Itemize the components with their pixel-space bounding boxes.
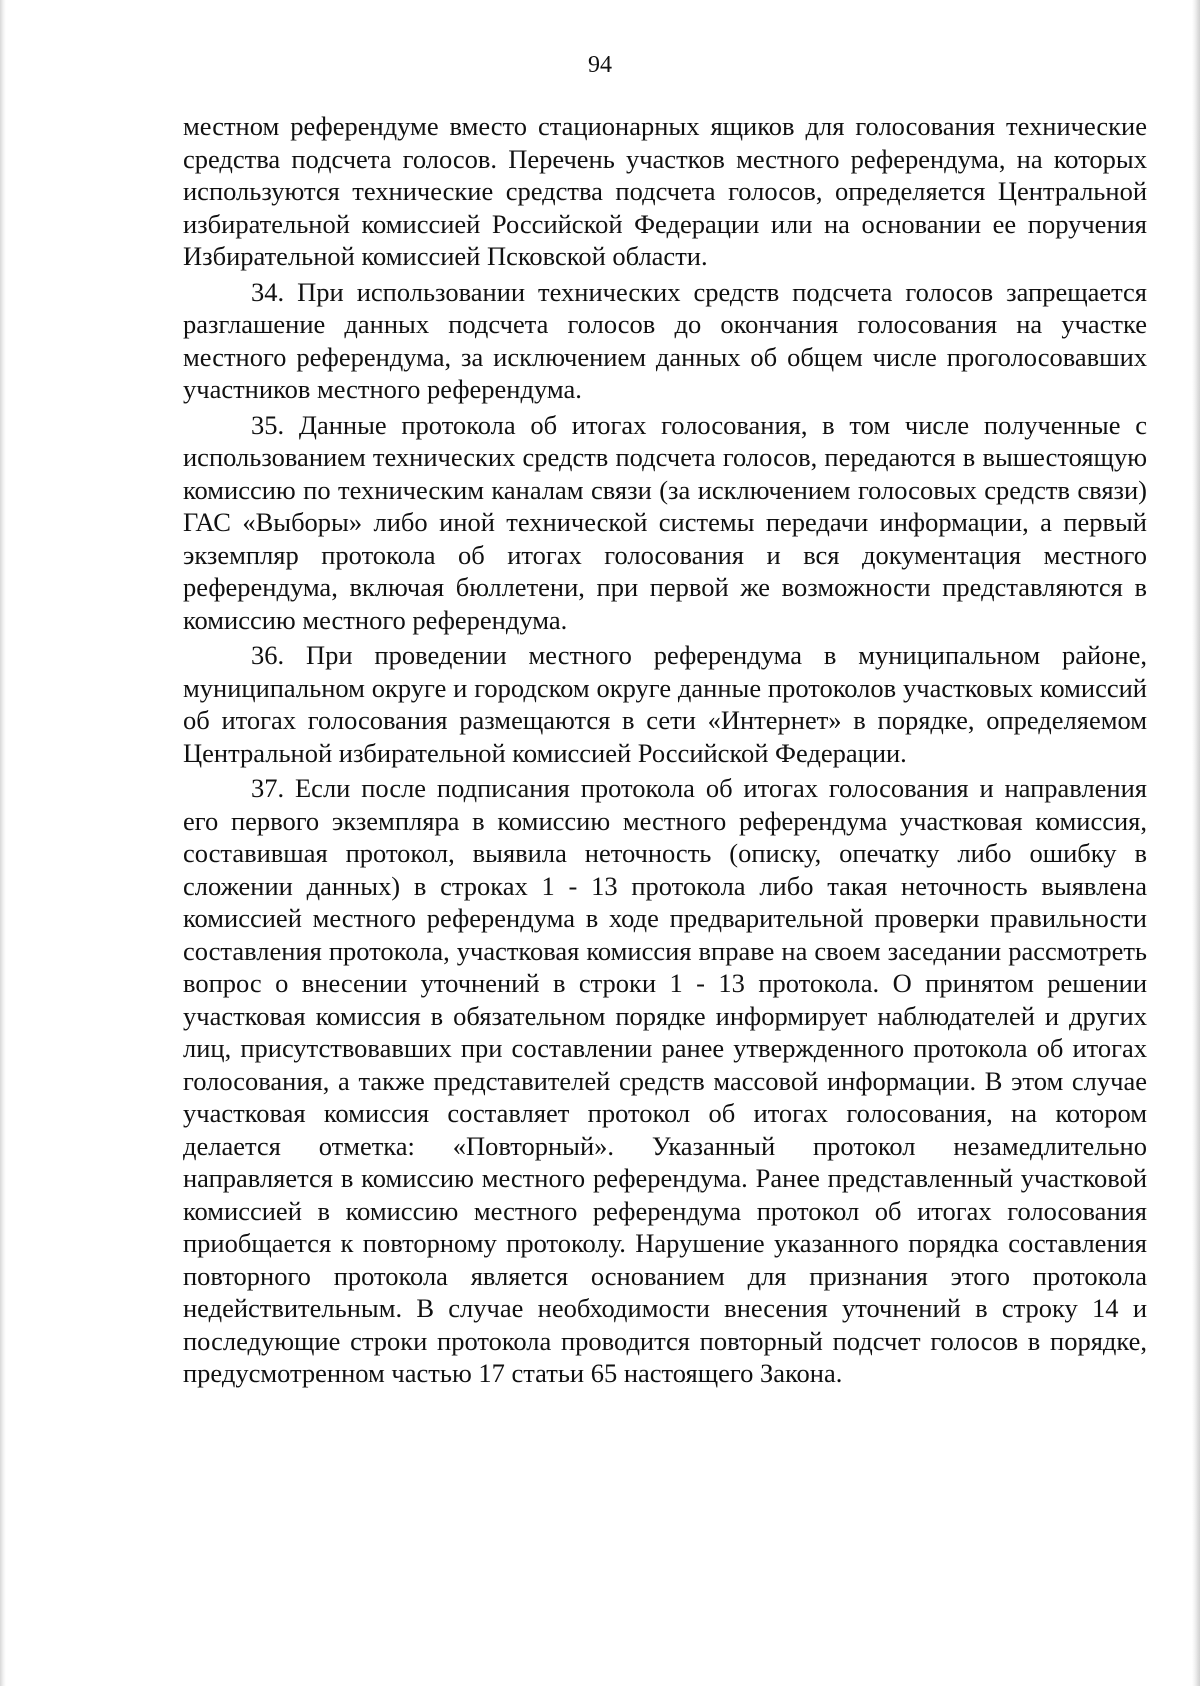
scan-edge-right bbox=[1192, 0, 1200, 1686]
document-body bbox=[183, 110, 1147, 1393]
paragraph-continuation: местном референдуме вместо стационарных ящиков для голосования технические средства подсчета голосов. Перечень участков местного референдума, на которых используются технические средства подсчета голосов, определяется Центральной избирательной комиссией Российской Федерации или на основании ее поручения Избирательной комиссией Псковской области. bbox=[183, 111, 1147, 271]
paragraph-item-34: 34. При использовании технических средств подсчета голосов запрещается разглашение данных подсчета голосов до окончания голосования на участке местного референдума, за исключением данных об общем числе проголосовавших участников местного референдума. bbox=[183, 276, 1147, 404]
scan-edge-left bbox=[0, 0, 6, 1686]
paragraph-item-37: 37. Если после подписания протокола об итогах голосования и направления его первого экземпляра в комиссию местного референдума участковая комиссия, составившая протокол, выявила неточность (описку, опечатку либо ошибку в сложении данных) в строках 1 - 13 протокола либо такая неточность выявлена комиссией местного референдума в ходе предварительной проверки правильности составления протокола, участковая комиссия вправе на своем заседании рассмотреть вопрос о внесении уточнений в строки 1 - 13 протокола. О принятом решении участковая комиссия в обязательном порядке информирует наблюдателей и других лиц, присутствовавших при составлении ранее утвержденного протокола об итогах голосования, а также представителей средств массовой информации. В этом случае участковая комиссия составляет протокол об итогах голосования, на котором делается отметка: «Повторный». Указанный протокол незамедлительно направляется в комиссию местного референдума. Ранее представленный участковой комиссией в комиссию местного референдума протокол об итогах голосования приобщается к повторному протоколу. Нарушение указанного порядка составления повторного протокола является основанием для признания этого протокола недействительным. В случае необходимости внесения уточнений в строку 14 и последующие строки протокола проводится повторный подсчет голосов в порядке, предусмотренном частью 17 статьи 65 настоящего Закона. bbox=[183, 773, 1147, 1388]
paragraph-item-36: 36. При проведении местного референдума в муниципальном районе, муниципальном округе и городском округе данные протоколов участковых комиссий об итогах голосования размещаются в сети «Интернет» в порядке, определяемом Центральной избирательной комиссией Российской Федерации. bbox=[183, 640, 1147, 768]
paragraph-item-35: 35. Данные протокола об итогах голосования, в том числе полученные с использованием технических средств подсчета голосов, передаются в вышестоящую комиссию по техническим каналам связи (за исключением голосовых средств связи) ГАС «Выборы» либо иной технической системы передачи информации, а первый экземпляр протокола об итогах голосования и вся документация местного референдума, включая бюллетени, при первой же возможности представляются в комиссию местного референдума. bbox=[183, 409, 1147, 635]
page-number: 94 bbox=[588, 52, 612, 78]
